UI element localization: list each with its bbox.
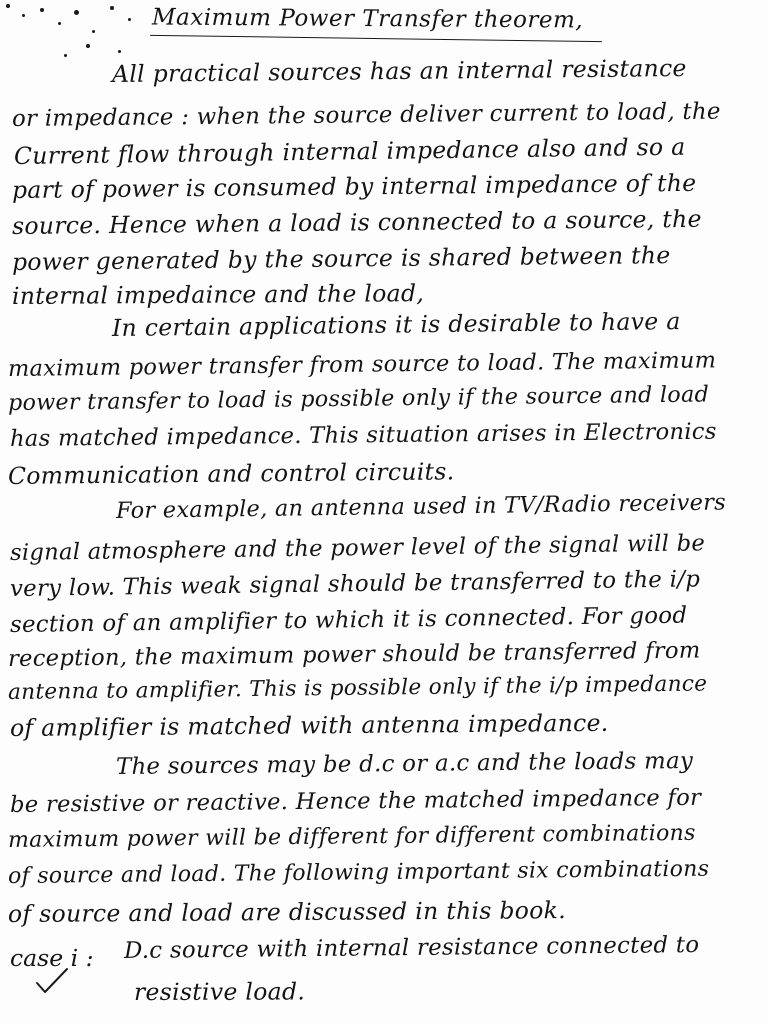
text-line: reception, the maximum power should be transferred from xyxy=(7,637,701,672)
text-line: be resistive or reactive. Hence the matched impedance for xyxy=(9,784,702,818)
text-line: very low. This weak signal should be transferred to the i/p xyxy=(9,566,701,602)
ink-speck xyxy=(58,22,61,25)
ink-speck xyxy=(128,18,131,21)
text-line: has matched impedance. This situation arises in Electronics xyxy=(9,418,717,452)
text-line: power transfer to load is possible only if the source and load xyxy=(7,381,710,416)
ink-speck xyxy=(74,10,79,15)
text-line: of source and load are discussed in this book. xyxy=(7,896,567,928)
checkmark-icon xyxy=(34,966,70,996)
ink-speck xyxy=(64,54,67,57)
case-label: case i : xyxy=(10,944,94,972)
title-underline xyxy=(150,35,602,42)
text-line: In certain applications it is desirable to have a xyxy=(111,307,681,342)
ink-speck xyxy=(118,50,121,53)
text-line: Communication and control circuits. xyxy=(7,457,455,490)
ink-speck xyxy=(110,6,114,10)
text-line: of amplifier is matched with antenna impedance. xyxy=(9,708,609,742)
text-line: part of power is consumed by internal impedance of the xyxy=(11,168,697,204)
text-line: Current flow through internal impedance also and so a xyxy=(13,132,686,170)
text-line: power generated by the source is shared between the xyxy=(11,241,671,276)
text-line: D.c source with internal resistance connected to xyxy=(123,931,700,964)
text-line: section of an amplifier to which it is connected. For good xyxy=(9,602,688,638)
ink-speck xyxy=(86,44,90,48)
text-line: signal atmosphere and the power level of the signal will be xyxy=(9,530,706,566)
page-title: Maximum Power Transfer theorem, xyxy=(151,4,584,34)
text-line: For example, an antenna used in TV/Radio receivers xyxy=(115,489,727,524)
text-line: maximum power will be different for different combinations xyxy=(7,820,696,853)
text-line: of source and load. The following important six combinations xyxy=(7,856,710,889)
ink-speck xyxy=(40,8,44,12)
ink-speck xyxy=(92,30,95,33)
text-line: or impedance : when the source deliver current to load, the xyxy=(11,98,721,132)
text-line: resistive load. xyxy=(133,977,306,1006)
text-line: source. Hence when a load is connected to a source, the xyxy=(11,204,702,240)
text-line: antenna to amplifier. This is possible only if the i/p impedance xyxy=(7,671,708,705)
text-line: The sources may be d.c or a.c and the loads may xyxy=(115,747,694,780)
text-line: All practical sources has an internal resistance xyxy=(111,53,687,88)
text-line: maximum power transfer from source to load. The maximum xyxy=(7,347,717,382)
ink-speck xyxy=(22,14,25,17)
text-line: internal impedaince and the load, xyxy=(11,279,425,310)
ink-speck xyxy=(6,4,10,8)
